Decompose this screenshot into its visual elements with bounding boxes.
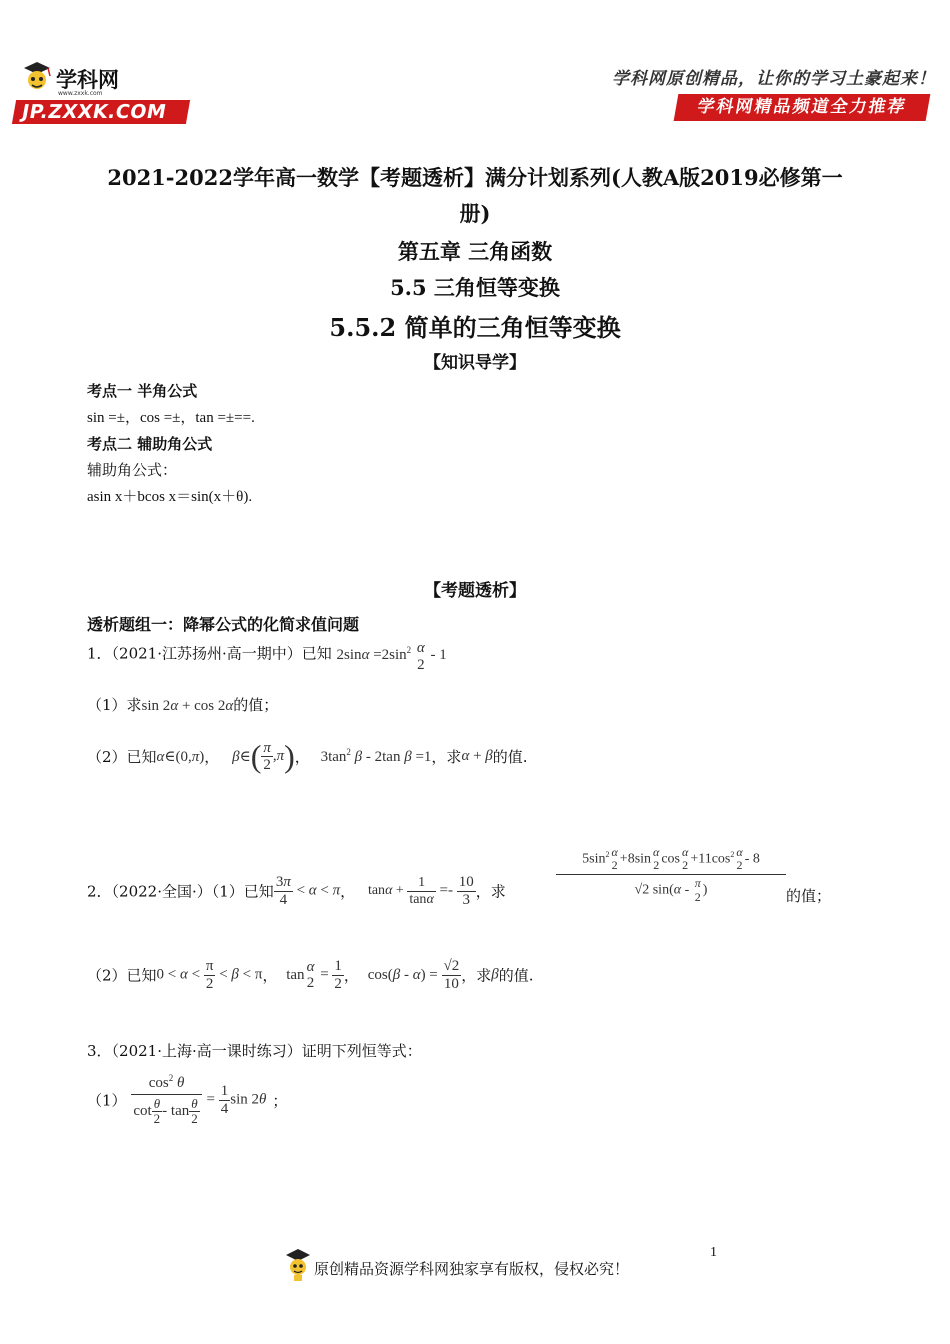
problem2-q2: （2）已知0 < α < $\frac{\pi}{2}$ < β < π， tan α 2 = $\frac{1}{2}$ ， cos(β - α) = $\frac{√2}{10}$ ，求β的值. <box>87 958 534 992</box>
point2-desc: 辅助角公式： <box>87 461 178 479</box>
series-title-line2: 册) <box>459 201 491 226</box>
mascot-icon <box>20 60 54 96</box>
problem2-tail: 的值； <box>786 887 832 905</box>
footer-mascot-icon <box>284 1248 312 1282</box>
group1-title: 透析题组一：降幂公式的化简求值问题 <box>87 615 360 634</box>
point2-formula: asin x＋bcos x＝sin(x＋θ). <box>87 489 253 505</box>
problem2-expression: $5\sin^2$ α 2 +8sin α 2 cos α 2 $+11\cos^2$ α 2 - 8 √2 sin(α - π 2 ) <box>556 846 786 904</box>
logo-name: 学科网 <box>56 68 119 92</box>
banner: 学科网精品频道全力推荐 <box>674 94 931 121</box>
point2-title: 考点二 辅助角公式 <box>87 435 213 453</box>
point1-formula: sin =±，cos =±，tan =±==. <box>87 410 255 426</box>
page-number: 1 <box>710 1245 717 1260</box>
logo-url-small: www.zxxk.com <box>58 90 103 97</box>
point1-title: 考点一 半角公式 <box>87 382 198 400</box>
problem3-stem: 3．（2021·上海·高一课时练习）证明下列恒等式： <box>87 1042 422 1060</box>
analysis-heading: 【考题透析】 <box>424 581 526 601</box>
problem1-q1: （1）求sin 2α + cos 2α的值； <box>87 696 279 714</box>
series-title-line1: 2021-2022学年高一数学【考题透析】满分计划系列(人教A版2019必修第一 <box>107 165 843 190</box>
problem1-q2: （2）已知α∈(0,π)， β∈( $\frac{\pi}{2}$ ,π)， $3\tan^2$ β - 2tan β =1，求α + β的值. <box>87 738 528 774</box>
chapter-title: 第五章 三角函数 <box>397 239 553 264</box>
guide-heading: 【知识导学】 <box>424 353 526 373</box>
problem1-stem: 1．（2021·江苏扬州·高一期中）已知 $2\sin\alpha =2\sin^2$ α 2 - 1 <box>87 640 447 673</box>
copyright-notice: 原创精品资源学科网独家享有版权，侵权必究！ <box>314 1260 630 1278</box>
problem2-stem: 2．（2022·全国·）（1）已知 $\frac{3\pi}{4}$ < α < π， tanα + $\frac{1}{\tan\alpha}$ =- $\frac{10}{3}$ ，求 <box>87 874 506 908</box>
subsection-title: 5.5.2 简单的三角恒等变换 <box>329 313 621 342</box>
logo-domain: JP.ZXXK.COM <box>12 100 190 124</box>
problem1-condition: $2\sin\alpha =2\sin^2$ α 2 - 1 <box>336 640 447 673</box>
slogan: 学科网原创精品，让你的学习土豪起来！ <box>612 69 936 89</box>
header-logo <box>10 58 190 126</box>
section-title: 5.5 三角恒等变换 <box>390 275 560 300</box>
problem3-q1: （1） $\cos^2 \theta$ cot $\frac{\theta}{2}$ - tan $\frac{\theta}{2}$ = $\frac{1}{4}$ sin 2θ ； <box>87 1073 288 1126</box>
